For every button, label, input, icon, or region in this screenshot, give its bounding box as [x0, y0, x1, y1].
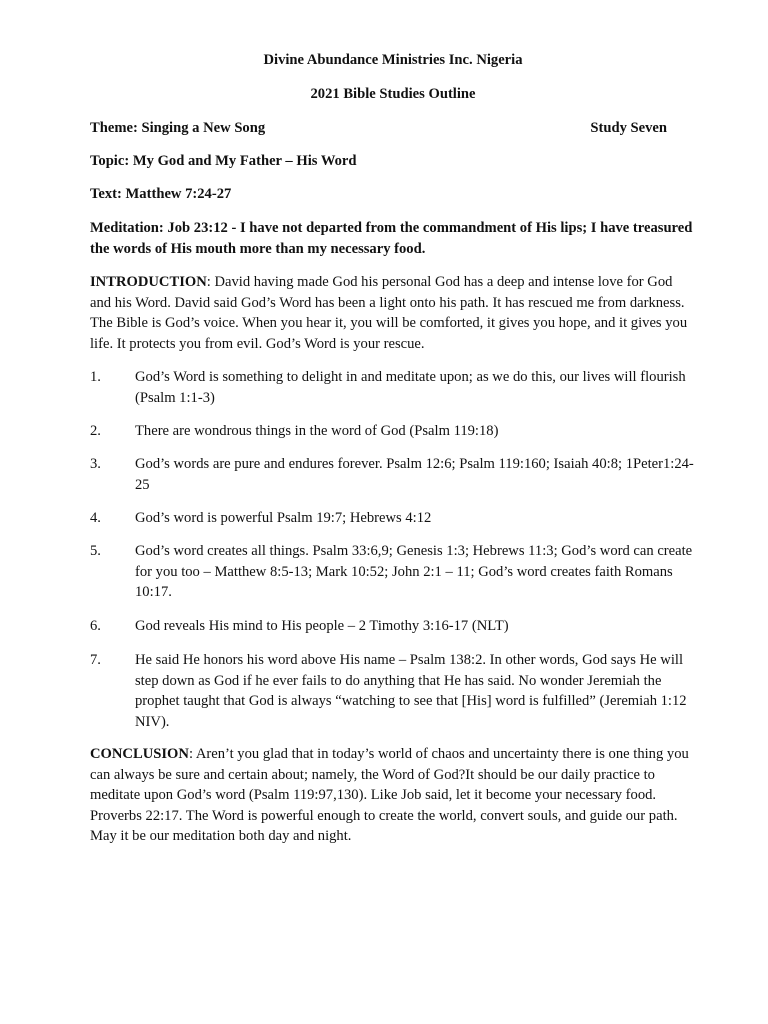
list-item-text: God’s words are pure and endures forever. Psalm 12:6; Psalm 119:160; Isaiah 40:8; 1Peter1:24-25: [135, 456, 694, 493]
list-item: [90, 616, 696, 637]
introduction-label: INTRODUCTION: [90, 274, 207, 290]
list-item-number: 4.: [90, 510, 101, 526]
list-item-number: 7.: [90, 652, 101, 668]
list-item: [90, 367, 696, 408]
list-item: [90, 650, 696, 732]
text-reference: Text: Matthew 7:24-27: [90, 186, 232, 202]
theme-label: Theme: Singing a New Song: [90, 120, 266, 136]
theme-row: [90, 120, 696, 137]
introduction-paragraph: [90, 272, 696, 354]
list-item-number: 3.: [90, 456, 101, 472]
list-item-number: 5.: [90, 543, 101, 559]
meditation-paragraph: Meditation: Job 23:12 - I have not departed from the commandment of His lips; I have treasured the words of His mouth more than my necessary food.: [90, 220, 693, 257]
list-item-text: God’s word is powerful Psalm 19:7; Hebrews 4:12: [135, 510, 432, 526]
list-item-number: 1.: [90, 369, 101, 385]
list-item: [90, 508, 696, 529]
study-label: Study Seven: [590, 120, 667, 136]
org-title: Divine Abundance Ministries Inc. Nigeria: [263, 52, 523, 68]
list-item-text: There are wondrous things in the word of God (Psalm 119:18): [135, 423, 499, 439]
list-item-text: God reveals His mind to His people – 2 Timothy 3:16-17 (NLT): [135, 618, 509, 634]
list-item-number: 2.: [90, 423, 101, 439]
list-item-text: God’s Word is something to delight in and meditate upon; as we do this, our lives will flourish (Psalm 1:1-3): [135, 369, 686, 406]
introduction-body: : David having made God his personal God has a deep and intense love for God and his Word. David said God’s Word has been a light onto his path. It has rescued me from darkness. The Bible is God’s voice. When you hear it, you will be comforted, it gives you hope, and it gives you life. It protects you from evil. God’s Word is your rescue.: [90, 274, 688, 352]
list-item: [90, 454, 696, 495]
list-item: [90, 421, 696, 442]
topic-line: Topic: My God and My Father – His Word: [90, 153, 357, 169]
list-item: [90, 541, 696, 603]
list-item-text: God’s word creates all things. Psalm 33:6,9; Genesis 1:3; Hebrews 11:3; God’s word can create for you too – Matthew 8:5-13; Mark 10:52; John 2:1 – 11; God’s word creates faith Romans 10:17.: [135, 543, 693, 601]
conclusion-paragraph: [90, 744, 696, 847]
list-item-text: He said He honors his word above His name – Psalm 138:2. In other words, God says He will step down as God if he ever fails to do anything that He has said. No wonder Jeremiah the prophet taught that God is always “watching to see that [His] word is fulfilled” (Jeremiah 1:12 NIV).: [135, 652, 687, 730]
document-subtitle: 2021 Bible Studies Outline: [310, 86, 476, 102]
conclusion-body: : Aren’t you glad that in today’s world of chaos and uncertainty there is one thing you can always be sure and certain about; namely, the Word of God?It should be our daily practice to meditate upon God’s word (Psalm 119:97,130). Like Job said, let it become your necessary food. Proverbs 22:17. The Word is powerful enough to create the world, convert souls, and guide our path. May it be our meditation both day and night.: [90, 746, 689, 845]
list-item-number: 6.: [90, 618, 101, 634]
conclusion-label: CONCLUSION: [90, 746, 189, 762]
